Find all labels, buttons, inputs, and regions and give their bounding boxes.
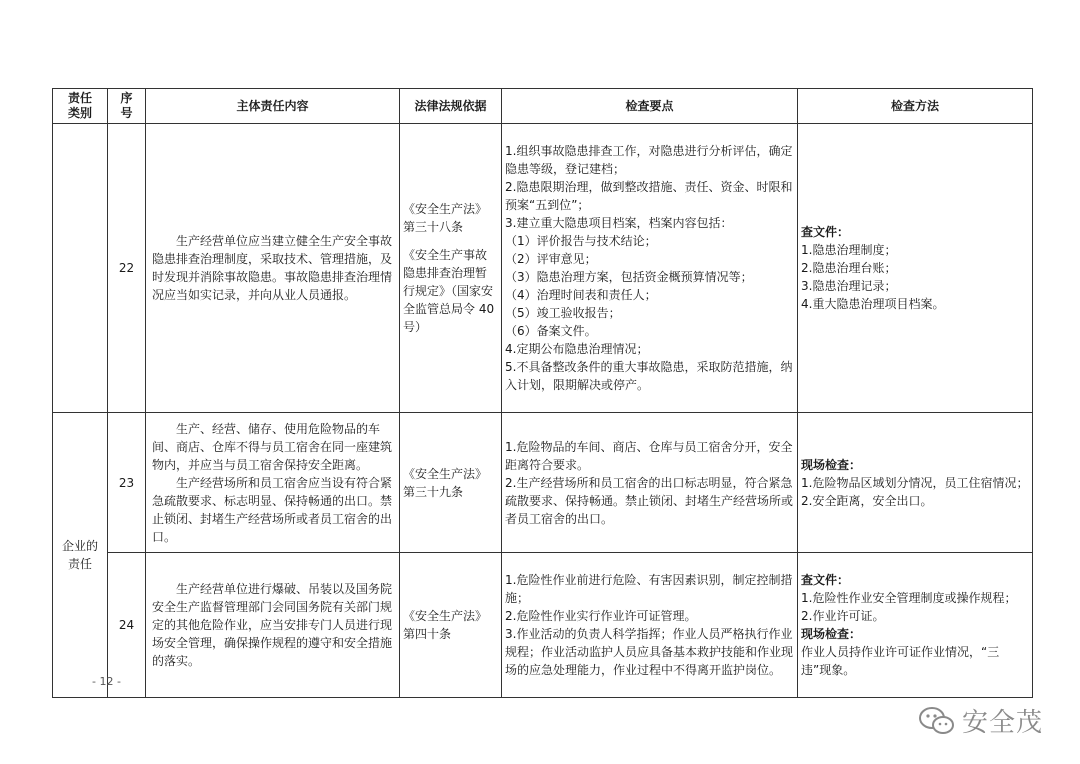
responsibility-table xyxy=(52,88,1033,698)
content-text: 生产经营场所和员工宿舍应当设有符合紧急疏散要求、标志明显、保持畅通的出口。禁止锁闭、封堵生产经营场所或者员工宿舍的出口。 xyxy=(152,475,393,544)
table-row xyxy=(53,413,1033,553)
point-item: 1.组织事故隐患排查工作，对隐患进行分析评估，确定隐患等级，登记建档； xyxy=(505,144,793,176)
method-item: 作业人员持作业许可证作业情况，“三违”现象。 xyxy=(801,645,1000,677)
method-heading: 现场检查： xyxy=(801,627,862,641)
page-number: - 12 - xyxy=(92,675,121,688)
method-heading: 现场检查： xyxy=(801,457,862,472)
category-cell: 企业的 责任 xyxy=(53,413,108,698)
method-item: 2.作业许可证。 xyxy=(801,609,885,623)
points-cell xyxy=(502,553,798,698)
point-item: （1）评价报告与技术结论； xyxy=(505,234,657,248)
method-item: 3.隐患治理记录； xyxy=(801,279,897,293)
table-row xyxy=(53,124,1033,413)
point-item: （6）备案文件。 xyxy=(505,324,597,338)
watermark-text: 安全茂 xyxy=(962,708,1044,738)
point-item: 2.隐患限期治理，做到整改措施、责任、资金、时限和预案“五到位”； xyxy=(505,180,793,212)
seq-cell: 24 xyxy=(108,553,146,698)
point-item: 2.生产经营场所和员工宿舍的出口标志明显，符合紧急疏散要求、保持畅通。禁止锁闭、封堵生产经营场所或者员工宿舍的出口。 xyxy=(505,475,794,526)
seq-cell: 23 xyxy=(108,413,146,553)
point-item: 1.危险性作业前进行危险、有害因素识别，制定控制措施； xyxy=(505,573,793,605)
content-cell xyxy=(146,124,400,413)
law-text: 《安全生产法》第三十九条 xyxy=(403,466,488,499)
point-item: 1.危险物品的车间、商店、仓库与员工宿舍分开，安全距离符合要求。 xyxy=(505,439,793,472)
header-content: 主体责任内容 xyxy=(146,89,400,124)
header-points: 检查要点 xyxy=(502,89,798,124)
law-text: 《安全生产法》第三十八条 xyxy=(403,202,488,234)
content-text: 生产经营单位进行爆破、吊装以及国务院安全生产监督管理部门会同国务院有关部门规定的其他危险作业，应当安排专门人员进行现场安全管理，确保操作规程的遵守和安全措施的落实。 xyxy=(152,582,393,668)
point-item: 3.作业活动的负责人科学指挥；作业人员严格执行作业规程；作业活动监护人员应具备基本救护技能和作业现场的应急处理能力，作业过程中不得离开监护岗位。 xyxy=(505,627,794,677)
method-cell xyxy=(798,124,1033,413)
points-cell xyxy=(502,124,798,413)
seq-cell: 22 xyxy=(108,124,146,413)
wechat-icon xyxy=(918,706,956,736)
header-law: 法律法规依据 xyxy=(400,89,502,124)
method-item: 4.重大隐患治理项目档案。 xyxy=(801,297,945,311)
law-cell xyxy=(400,413,502,553)
method-item: 1.危险性作业安全管理制度或操作规程； xyxy=(801,591,1017,605)
method-item: 2.安全距离，安全出口。 xyxy=(801,493,933,508)
law-text: 《安全生产法》第四十条 xyxy=(403,609,488,641)
point-item: （2）评审意见； xyxy=(505,252,597,266)
point-item: （5）竣工验收报告； xyxy=(505,306,621,320)
content-text: 生产经营单位应当建立健全生产安全事故隐患排查治理制度，采取技术、管理措施，及时发现并消除事故隐患。事故隐患排查治理情况应当如实记录，并向从业人员通报。 xyxy=(152,234,393,302)
watermark xyxy=(918,702,1043,739)
table-row xyxy=(53,553,1033,698)
point-item: 2.危险性作业实行作业许可证管理。 xyxy=(505,609,697,623)
content-cell xyxy=(146,413,400,553)
category-cell-empty xyxy=(53,124,108,413)
point-item: 3.建立重大隐患项目档案，档案内容包括： xyxy=(505,216,733,230)
law-cell xyxy=(400,124,502,413)
header-method: 检查方法 xyxy=(798,89,1033,124)
law-text: 《安全生产事故隐患排查治理暂行规定》（国家安全监管总局令 40 号） xyxy=(403,248,495,334)
point-item: （3）隐患治理方案，包括资金概预算情况等； xyxy=(505,270,753,284)
header-category: 责任 类别 xyxy=(53,89,108,124)
method-item: 2.隐患治理台账； xyxy=(801,261,897,275)
method-item: 1.隐患治理制度； xyxy=(801,243,897,257)
point-item: （4）治理时间表和责任人； xyxy=(505,288,657,302)
point-item: 5.不具备整改条件的重大事故隐患，采取防范措施，纳入计划，限期解决或停产。 xyxy=(505,360,793,392)
content-cell xyxy=(146,553,400,698)
point-item: 4.定期公布隐患治理情况； xyxy=(505,342,649,356)
content-text: 生产、经营、储存、使用危险物品的车间、商店、仓库不得与员工宿舍在同一座建筑物内，并应当与员工宿舍保持安全距离。 xyxy=(152,421,393,472)
header-seq: 序 号 xyxy=(108,89,146,124)
method-item: 1.危险物品区域划分情况，员工住宿情况； xyxy=(801,475,1029,490)
law-cell xyxy=(400,553,502,698)
method-heading: 查文件： xyxy=(801,573,850,587)
method-cell xyxy=(798,553,1033,698)
table-header-row xyxy=(53,89,1033,124)
method-cell xyxy=(798,413,1033,553)
method-heading: 查文件： xyxy=(801,225,850,239)
points-cell xyxy=(502,413,798,553)
